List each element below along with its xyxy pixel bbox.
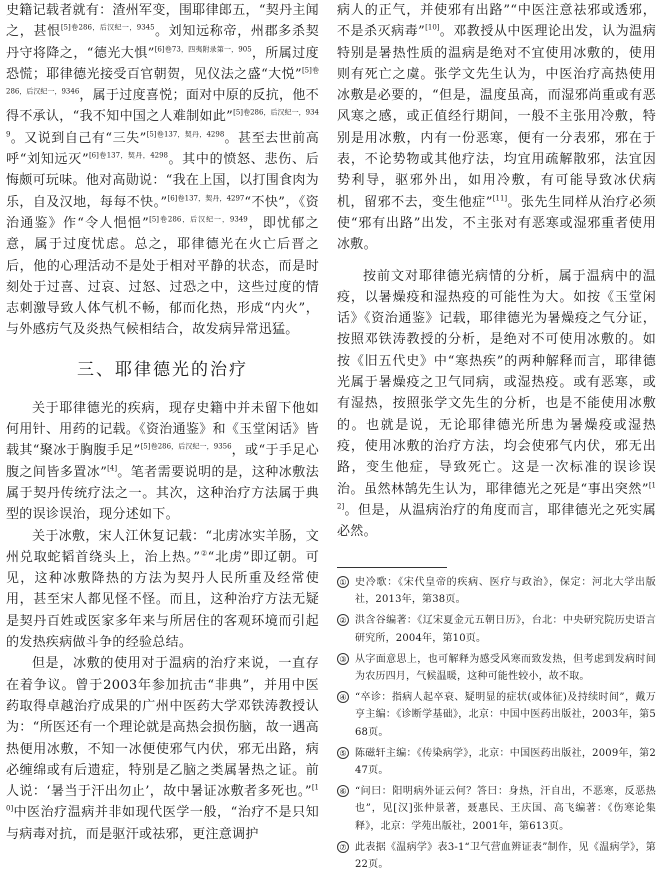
citation-marker: [6]卷137，契丹，4298: [88, 151, 169, 160]
footnote-marker: ②: [200, 549, 208, 558]
body-text: 病人的正气，并使邪有出路”“中医注意祛邪或透邪，不是杀灭病毒”: [337, 3, 656, 40]
footnote-number: ①: [337, 576, 349, 588]
citation-marker: [6]卷137，契丹，4297: [167, 194, 245, 203]
body-text: 关于冰敷，宋人江休复记载：“北虏冰实羊肠，文州兑取蛇韬首绕头上，治上热。”: [6, 528, 319, 565]
body-text: “不快”，《资治通鉴》作“令人悒悒”: [6, 194, 319, 231]
body-paragraph: [6, 398, 319, 526]
citation-marker: [10]: [6, 783, 319, 814]
citation-marker: [5]卷286，后汉纪一，9345: [60, 23, 155, 32]
footnote-text: 此表据《温病学》表3-1“卫气营血辨证表”制作，见《温病学》，第22页。: [355, 841, 656, 871]
citation-marker: [5]卷286，后汉纪一，9349: [6, 109, 319, 139]
body-paragraph: [6, 0, 319, 341]
body-text: 。邓教授从中医理论出发，认为温病特别是暑热性质的温病是绝对不宜使用冰敷的，使用则有死亡之虞。张学文先生认为，中医治疗高热使用冰敷是必要的，“但是，温度虽高，而湿邪尚重或有恶风寒之感，或正值经行期间，一般不主张用冷敷，特别是用冰敷，内有一份恶寒，便有一分表邪，邪在于表，不论势物或其他疗法，均宜用疏解散邪，法宜因势利导，驱邪外出，如用冷敷，有可能导致冰伏病机，留邪不去，变生他症”: [337, 24, 656, 210]
footnote-item: [337, 839, 656, 873]
footnote-item: [337, 651, 656, 685]
body-paragraph: [337, 0, 656, 256]
footnote-number: ⑥: [337, 785, 349, 797]
section-heading: 三、耶律德光的治疗: [77, 359, 248, 380]
body-text: 关于耶律德光的疾病，现存史籍中并未留下他如何用针、用药的记载。《资治通鉴》和《玉堂闲话》皆载其“聚冰于胸腹手足”: [6, 400, 319, 459]
right-column: [337, 0, 656, 554]
body-text: ，所属过度恐慌；耶律德光接受百官朝贺，见仪法之盛“大悦”: [6, 45, 319, 82]
citation-marker: [5]卷137，契丹，4298: [146, 130, 225, 139]
footnote-number: ②: [337, 614, 349, 626]
citation-marker: [12]: [337, 481, 656, 511]
footnote-number: ④: [337, 691, 349, 703]
body-text: ，属于过度喜悦；面对中原的反抗，他不得不承认，“我不知中国之人难制如此”: [6, 88, 319, 125]
footnote-divider: [337, 567, 447, 568]
body-text: 按前文对耶律德光病情的分析，属于温病中的温疫，以暑燥疫和湿热疫的可能性为大。如按《玉堂闲话》《资治通鉴》记载，耶律德光为暑燥疫之气分证，按照邓铁涛教授的分析，是绝对不可使用冰敷的。如按《旧五代史》中“寒热疾”的两种解释而言，耶律德光属于暑燥疫之卫气同病，或湿热疫。或有恶寒，或有湿热，按照张学文先生的分析，也是不能使用冰敷的。也就是说，无论耶律德光所患为暑燥疫或湿热疫，使用冰敷的治疗方法，均会使邪气内伏，邪无出路，变生他症，导致死亡。这是一次标准的误诊误治。虽然林鹄先生认为，耶律德光之死是“事出突然”: [337, 268, 656, 497]
footnote-number: ⑦: [337, 841, 349, 853]
footnote-item: [337, 689, 656, 741]
footnote-item: [337, 745, 656, 779]
body-text: 。刘知远称帝，州郡多杀契丹守将降之，“德光大惧”: [6, 24, 319, 61]
body-text: 。又说到自己有“三失”: [10, 130, 147, 146]
citation-marker: [5]卷286，后汉纪一，9356: [140, 443, 232, 452]
footnote-text: 从字面意思上，也可解释为感受风寒而致发热，但考虑到发病时间为农历四月，气候温暖，这种可能性较小，故不取。: [355, 653, 656, 683]
body-text: ，即忧郁之意，属于过度忧虑。总之，耶律德光在火亡后晋之后，他的心理活动不是处于相对平静的状态，而是时刻处于过喜、过哀、过怒、过恐之中，这些过度的情志刺激导致人体气机不畅，郁而化热，形成“内火”，与外感疠气及炎热气候相结合，故发病异常迅猛。: [6, 215, 319, 338]
footnote-item: [337, 612, 656, 646]
body-text: 史籍记载者就有：渣州军变，围耶律郎五，“契丹主闻之，甚恨: [6, 3, 319, 40]
body-text: 。其中的愤怒、悲伤、后悔颇可玩味。他对高勋说：“我在上国，以打围食肉为乐，自及汉地，每每不快。”: [6, 152, 319, 210]
body-paragraph: [6, 526, 319, 654]
citation-marker: [5]卷286，后汉纪一，9349: [149, 215, 248, 224]
footnote-text: “卒诊：指病人起卒衰、疑明显的症状(或体征)及持续时间”，戴万亨主编：《诊断学基础》，北京：中国中医药出版社，2003年，第568页。: [355, 692, 656, 738]
footnote-text: 陈磁轩主编：《传染病学》，北京：中国医药出版社，2009年，第247页。: [355, 747, 656, 777]
footnote-text: 史冷歌：《宋代皇帝的疾病、医疗与政治》，保定：河北大学出版社，2013年，第38页。: [355, 577, 656, 606]
footnote-item: [337, 783, 656, 835]
citation-marker: [6]卷73，四夷附录第一，905: [154, 45, 252, 54]
citation-marker: [4]: [107, 464, 118, 473]
body-text: 。张先生同样从治疗必须使“邪有出路”出发，不主张对有恶寒或湿邪重者使用冰敷。: [337, 194, 656, 253]
body-text: ，或“于手足心腹之间皆多置冰”: [6, 443, 319, 480]
body-text: 。但是，从温病治疗的角度而言，耶律德光之死实属必然。: [337, 502, 656, 540]
footnote-number: ⑤: [337, 747, 349, 759]
citation-marker: [11]: [492, 194, 508, 203]
citation-marker: [5]卷286，后汉纪一，9346: [6, 66, 319, 96]
body-text: 中医治疗温病并非如现代医学一般，“治疗不是只知与病毒对抗，而是驱汗或祛邪，更注意调护: [6, 805, 319, 842]
footnote-number: ③: [337, 653, 349, 665]
body-paragraph: [337, 266, 656, 543]
footnote-item: [337, 574, 656, 608]
left-column: [6, 0, 319, 890]
footnote-text: “问曰：阳明病外证云何？答曰：身热，汗自出，不恶寒，反恶热也”，见[汉]张仲景著，聂惠民、王庆国、高飞编著：《伤寒论集释》，北京：学苑出版社，2001年，第613页。: [355, 786, 656, 832]
footnote-text: 洪含谷编著：《辽宋夏金元五朝日历》，台北：中央研究院历史语言研究所，2004年，第10页。: [355, 615, 656, 644]
body-paragraph: [6, 653, 319, 845]
body-text: 。笔者需要说明的是，这种冰敷法属于契丹传统疗法之一。其次，这种治疗方法属于典型的误诊误治，现分述如下。: [6, 464, 319, 523]
body-text: 但是，冰敷的使用对于温病的治疗来说，一直存在着争议。曾于2003年参加抗击“非典”，并用中医药取得卓越治疗成果的广州中医药大学邓铁涛教授认为：“所医还有一个理论就是高热会损伤脑，故一遇高热便用冰敷，不知一冰便使邪气内伏，邪无出路，病必缠绵或有后遗症，特别是乙脑之类属暑热之证。前人说：‘暑当于汗出勿止’，故中暑证冰敷者多死也。”: [6, 656, 319, 800]
body-text: 。甚至去世前高呼“刘知远灭”: [6, 130, 319, 168]
footnotes: [337, 574, 656, 892]
citation-marker: [10]: [425, 23, 440, 32]
body-text: “北虏”即辽朝。可见，这种冰敷降热的方法为契丹人民所重及经常使用，甚至宋人都见怪不怪。而且，这种治疗方法无疑是契丹百姓或医家多年来与所居住的客观环境而引起的发热疾病做斗争的经验总结。: [6, 549, 319, 651]
